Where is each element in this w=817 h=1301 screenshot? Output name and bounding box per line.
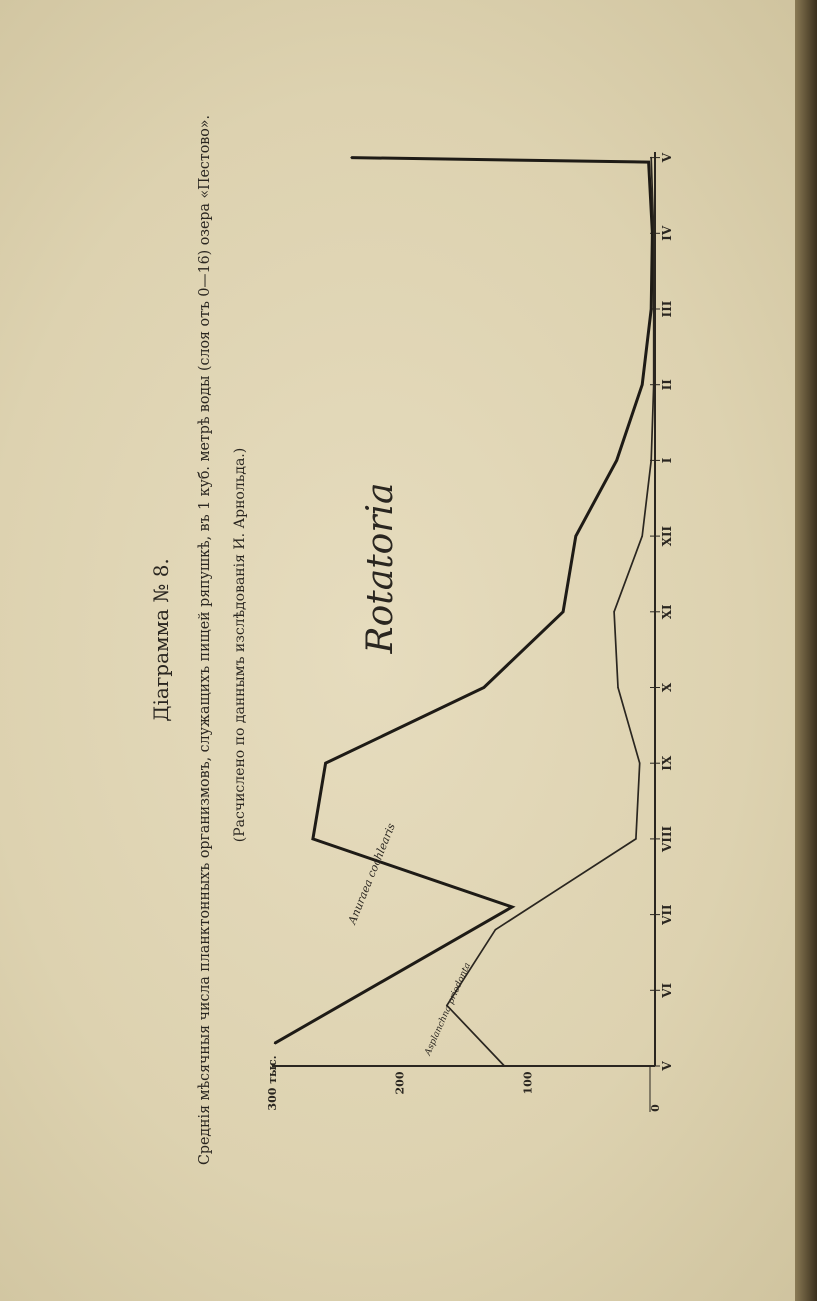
data-point [495, 929, 497, 931]
month-tick-label: VII [660, 904, 674, 925]
value-tick-label: 100 [521, 1071, 535, 1095]
chart-title: Rotatoria [360, 482, 401, 654]
book-spine [795, 0, 817, 1301]
data-point [350, 157, 352, 159]
month-tick-label: III [660, 300, 674, 318]
diagram-source-note: (Расчислено по даннымъ изслѣдованія И. Арнольда.) [232, 447, 248, 843]
data-point [325, 762, 327, 764]
data-point [653, 233, 655, 235]
data-point [639, 762, 641, 764]
data-point [312, 838, 314, 840]
data-point [641, 535, 643, 537]
series-line-asplanchna-priodonta [447, 158, 654, 1066]
month-tick-label: IX [660, 755, 674, 771]
month-tick-label: XII [660, 525, 674, 547]
series-label: Asplanchna priodonta [423, 961, 474, 1057]
month-tick-label: VIII [660, 825, 674, 852]
data-point [511, 906, 513, 908]
data-point [653, 384, 655, 386]
value-tick-label: 300 тыс. [266, 1055, 279, 1111]
data-point [648, 161, 650, 163]
month-tick-label: X [660, 682, 674, 693]
diagram-subtitle: Среднія мѣсячныя числа планктонныхъ организмовъ, служащихъ пищей ряпушкѣ, въ 1 куб. метрѣ воды (слоя отъ 0—16) озера «Пестово». [197, 92, 213, 1165]
month-tick-label: II [660, 379, 674, 391]
data-point [650, 308, 652, 310]
month-tick-label: V [660, 1061, 674, 1071]
month-tick-label: V [660, 152, 674, 163]
series-line-anuraea-cochlearis [275, 158, 653, 1044]
data-point [641, 384, 643, 386]
month-tick-label: I [660, 457, 674, 464]
data-point [575, 535, 577, 537]
series-label: Anuraea cochlearis [345, 821, 398, 926]
data-point [617, 687, 619, 689]
data-point [635, 838, 637, 840]
data-point [613, 611, 615, 613]
value-tick-label: 0 [649, 1104, 662, 1112]
diagram-title: Діаграмма № 8. [149, 558, 173, 722]
data-point [650, 460, 652, 462]
data-point [562, 611, 564, 613]
data-point [483, 687, 485, 689]
value-tick-label: 200 [393, 1071, 407, 1095]
data-point [653, 308, 655, 310]
data-point [274, 1043, 276, 1045]
month-tick-label: IV [660, 225, 674, 241]
data-point [504, 1065, 506, 1067]
month-tick-label: VI [660, 982, 674, 998]
data-point [650, 157, 652, 159]
data-point [616, 460, 618, 462]
month-tick-label: XI [660, 604, 674, 620]
